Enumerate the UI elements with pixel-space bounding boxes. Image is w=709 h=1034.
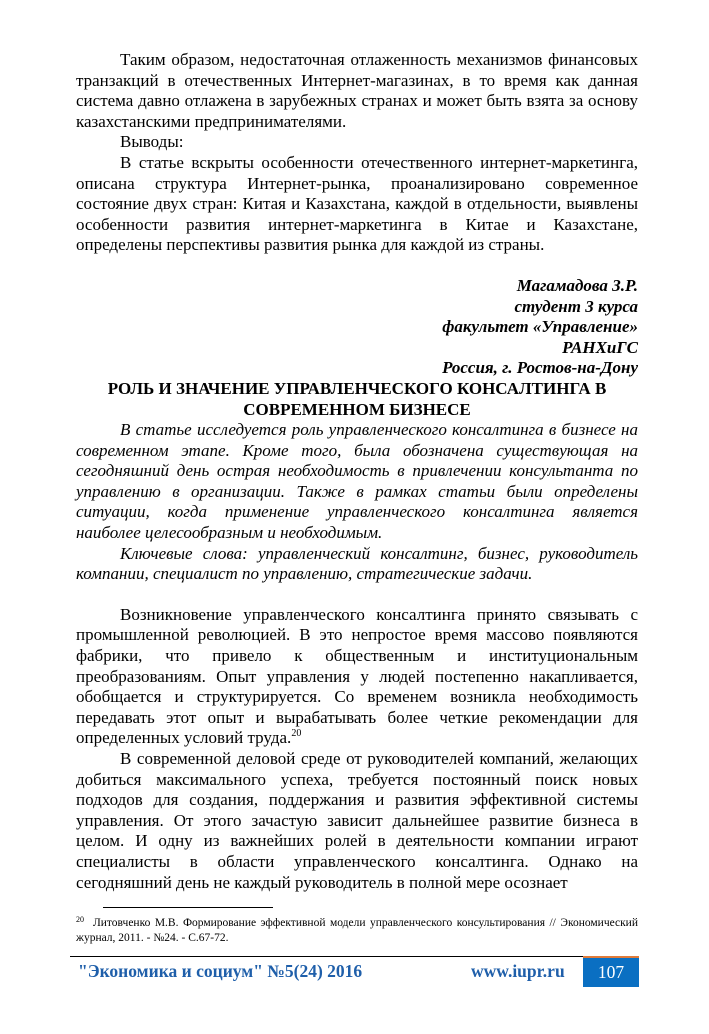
page-number: 107 xyxy=(583,956,639,987)
author-position: студент 3 курса xyxy=(514,296,638,316)
conclusions-heading: Выводы: xyxy=(120,132,184,152)
footnote-reference[interactable]: 20 xyxy=(291,728,302,740)
body-paragraph-1: Возникновение управленческого консалтинга принято связывать с промышленной революцией. В это непростое время массово появляются фабрики, что привело к общественным и институциональным преобразованиям. Опыт управления у людей постепенно накапливается, обобщается и структурируется. Со временем возникла необходимость передавать этот опыт и вырабатывать более четкие рекомендации для определенных условий труда.$^{20}$ xyxy=(76,604,638,748)
author-faculty: факультет «Управление» xyxy=(442,317,638,337)
footnote xyxy=(76,916,638,946)
author-institution: РАНХиГС xyxy=(562,337,638,357)
keywords: Ключевые слова: управленческий консалтинг, бизнес, руководитель компании, специалист по управлению, стратегические задачи. xyxy=(76,543,638,584)
abstract: В статье исследуется роль управленческого консалтинга в бизнесе на современном этапе. Кроме того, была обозначена существующая на сегодняшний день острая необходимость в привлечении консультанта по управлению в организации. Также в рамках статьи были определены ситуации, когда применение управленческого консалтинга является наиболее целесообразным и необходимым. xyxy=(76,420,638,543)
footer xyxy=(70,956,639,987)
author-location: Россия, г. Ростов-на-Дону xyxy=(442,358,638,378)
article-title: РОЛЬ И ЗНАЧЕНИЕ УПРАВЛЕНЧЕСКОГО КОНСАЛТИНГА В СОВРЕМЕННОМ БИЗНЕСЕ xyxy=(107,378,607,419)
abstract-block xyxy=(76,420,638,585)
body-paragraph-2: В современной деловой среде от руководителей компаний, желающих добиться максимального успеха, требуется постоянный поиск новых подходов для создания, поддержания и развития эффективной системы управления. От этого зачастую зависит дальнейшее развитие бизнеса в целом. И одну из важнейших ролей в деятельности компании играют специалисты в области управленческого консалтинга. Однако на сегодняшний день не каждый руководитель в полной мере осознает xyxy=(76,749,638,892)
page-bottom xyxy=(0,907,709,1030)
footer-website-link[interactable]: www.iupr.ru xyxy=(471,961,565,981)
footnote-text: Литовченко М.В. Формирование эффективной модели управленческого консультирования // Экономический журнал, 2011. - №24. - С.67-72. xyxy=(76,917,638,944)
page-content xyxy=(76,50,638,893)
paragraph-conclusions: В статье вскрыты особенности отечественного интернет-маркетинга, описана структура Интернет-рынка, проанализировано современное состояние двух стран: Китая и Казахстана, каждой в отдельности, выявлены особенности развития интернет-маркетинга в Китае и Казахстане, определены перспективы развития рынка для каждой из страны. xyxy=(76,152,638,255)
author-block xyxy=(76,276,638,379)
author-name: Магамадова З.Р. xyxy=(516,275,638,295)
footnote-number: 20 xyxy=(76,915,84,924)
paragraph-conclusion-intro: Таким образом, недостаточная отлаженность механизмов финансовых транзакций в отечественных Интернет-магазинах, в то время как данная система давно отлажена в зарубежных странах и может быть взята за основу казахстанскими предпринимателями. xyxy=(76,50,638,131)
footer-journal: "Экономика и социум" №5(24) 2016 xyxy=(78,961,363,981)
footnote-divider xyxy=(103,907,273,908)
